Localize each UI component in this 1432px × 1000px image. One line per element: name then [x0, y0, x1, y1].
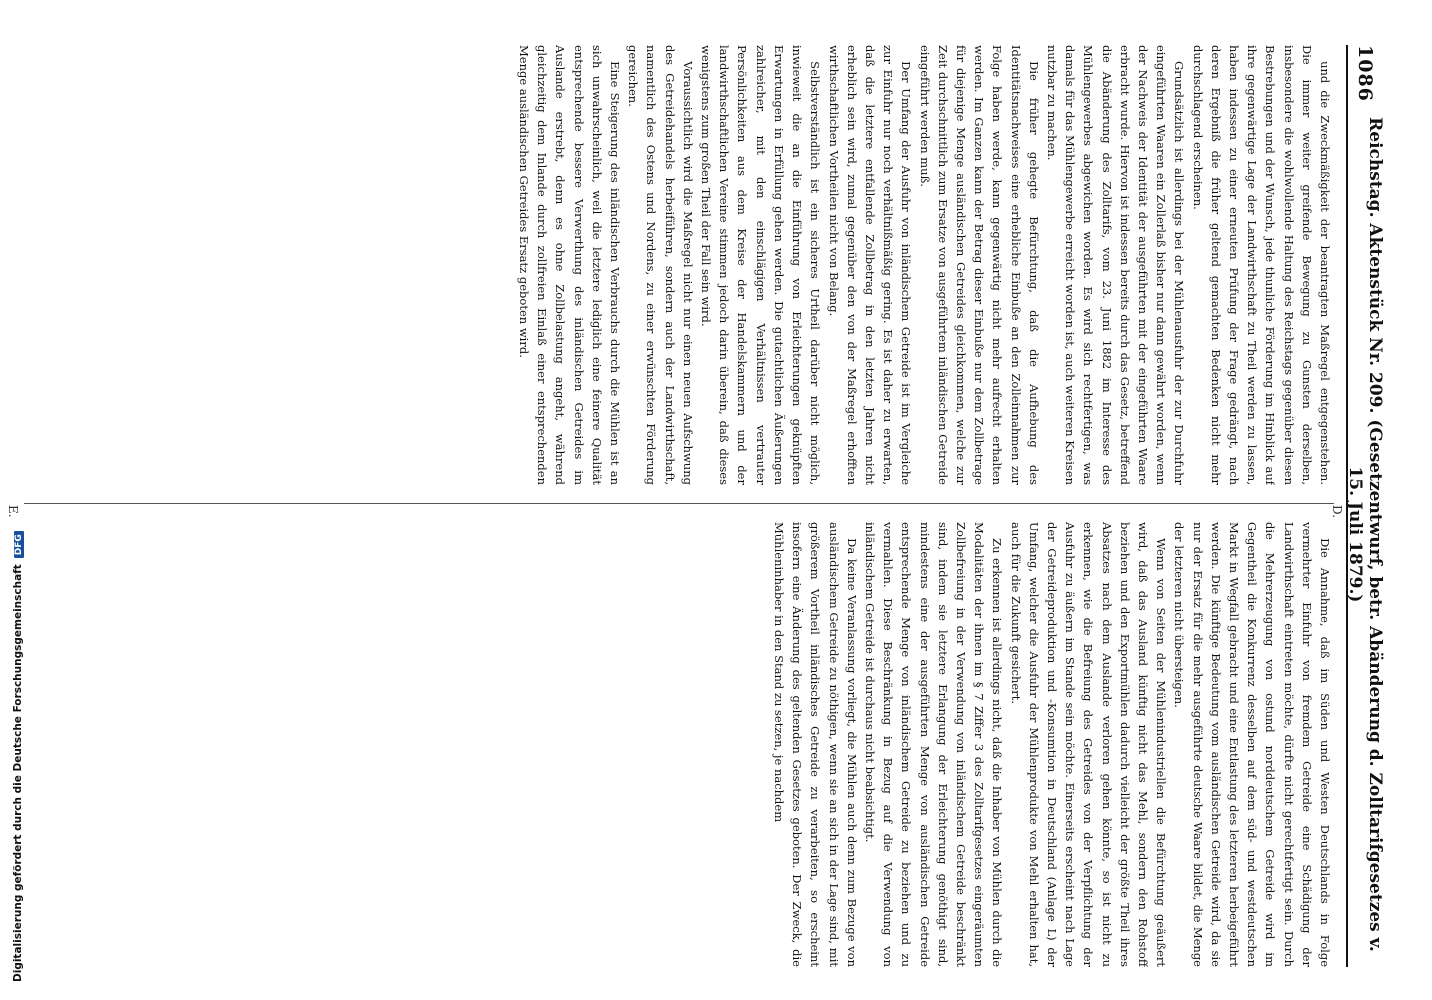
page-header	[1345, 45, 1385, 967]
paragraph: Zu erkennen ist allerdings nicht, daß die Inhaber von Mühlen durch die Modalitäten der ihnen im § 7 Ziffer 3 des Zolltarifgesetzes eingeräumten Zollbefreiung in der Verwendung von inländischem Getreide beschränkt sind, indem sie letztere Erlangung der Erleichterung genöthigt sind, mindestens eine der ausgeführten Menge von ausländischen Getreide entsprechende Menge von inländischem Getreide zu beziehen und zu vermahlen. Diese Beschränkung in Bezug auf die Verwendung von inländischem Getreide ist durchaus nicht beabsichtigt.	[862, 522, 1005, 967]
page-number: 1086	[1354, 45, 1376, 102]
paragraph: Grundsätzlich ist allerdings bei der Mühlenausfuhr der zur Durchfuhr eingeführten Waaren ein Zollerlaß bisher nur dann gewährt worden, wenn der Nachweis der Identität der ausgeführten mit der eingeführten Waare erbracht wurde. Hiervon ist indessen bereits durch das Gesetz, betreffend die Abänderung des Zolltarifs, vom 23. Juni 1882 im Interesse des Mühlengewerbes abgewichen worden. Es wird sich rechtfertigen, was damals für das Mühlengewerbe erreicht worden ist, auch weiteren Kreisen nutzbar zu machen.	[1044, 45, 1187, 485]
column-divider	[24, 503, 1334, 504]
paragraph: und die Zweckmäßigkeit der beantragten Maßregel entgegenstehen. Die immer weiter greifende Bewegung zu Gunsten derselben, insbesondere die wohlwollende Haltung des Reichstags gegenüber diesen Bestrebungen und der Wunsch, jede thunliche Förderung im Hinblick auf ihre gegenwärtige Lage der Landwirthschaft zu Theil werden zu lassen, haben indessen zu einer erneuten Prüfung der Frage gedrängt, nach deren Ergebniß die früher geltend gemachten Bedenken nicht mehr durchschlagend erscheinen.	[1190, 45, 1332, 485]
paragraph: Der Umfang der Ausfuhr von inländischem Getreide ist im Vergleiche zur Einfuhr nur noch verhältnißmäßig gering. Es ist daher zu erwarten, daß die letztere entfallende Zollbetrag in den letzten Jahren nicht erheblich sein wird, zumal gegenüber den von der Maßregel erhofften wirthschaftlichen Vortheilen nicht von Belang.	[826, 45, 914, 485]
text-column-left	[24, 45, 1334, 485]
margin-mark-bottom: E.	[6, 505, 20, 518]
paragraph: Die Annahme, daß im Süden und Westen Deutschlands in Folge vermehrter Einfuhr von fremdem Getreide eine Schädigung der Landwirthschaft eintreten möchte, dürfte nicht gerechtfertigt sein. Durch die Mehrerzeugung von ostund norddeutschem Getreide wird im Gegentheil die Konkurrenz desselben auf dem süd- und westdeutschen Markt in Wegfall gebracht und eine Entlastung des letzteren herbeigeführt werden. Die künftige Bedeutung vom ausländischen Getreide wird, da sie nur der Ersatz für die mehr ausgeführte deutsche Waare bildet, die Menge der letzteren nicht übersteigen.	[1172, 522, 1332, 967]
paragraph: Da keine Veranlassung vorliegt, die Mühlen auch denn zum Bezuge von ausländischem Getreide zu nöthigen, wenn sie an sich in der Lage sind, mit größerem Vortheil inländisches Getreide zu verarbeiten, so erscheint insofern eine Änderung des geltenden Gesetzes geboten. Der Zweck, die Mühleninhaber in den Stand zu setzen, je nachdem	[771, 522, 859, 967]
paragraph: Eine Steigerung des inländischen Verbrauchs durch die Mühlen ist an sich unwahrscheinlich, weil die letztere lediglich eine feinere Qualität entsprechende bessere Verwerthung des inländischen Getreides im Auslande erstrebt, denn es ohne Zollbelastung angeht, während gleichzeitig dem Inlande durch zollfreien Einlaß einer entsprechenden Menge ausländischen Getreides Ersatz geboten wird.	[517, 45, 623, 485]
paragraph: Selbstverständlich ist ein sicheres Urtheil darüber nicht möglich, inwieweit die an die Einführung von Erleichterungen geknüpften Erwartungen in Erfüllung gehen werden. Die gutachtlichen Äußerungen zahlreicher, mit den einschlägigen Verhältnissen vertrauter Persönlichkeiten aus dem Kreise der Handelskammern und der landwirthschaftlichen Vereine stimmen jedoch darin überein, daß dieses wenigstens zum großen Theil der Fall sein wird.	[699, 45, 823, 485]
paragraph: Voraussichtlich wird die Maßregel nicht nur einen neuen Aufschwung des Getreidehandels herbeiführen, sondern auch der Landwirthschaft, namentlich des Ostens und Nordens, zu einer erwünschten Förderung gereichen.	[626, 45, 695, 485]
dfg-logo-icon: DFG	[14, 531, 24, 558]
margin-mark-top: D.	[1330, 505, 1344, 519]
text-column-right	[24, 522, 1334, 967]
paragraph: Wenn von Seiten der Mühlenindustriellen die Befürchtung geäußert wird, daß das Ausland künftig nicht das Mehl, sondern den Rohstoff beziehen und den Exportmühlen dadurch vielleicht der größte Theil ihres Absatzes nach dem Auslande verloren gehen könnte, so ist nicht zu erkennen, wie die Befreiung des Getreides von der Verpflichtung der Ausfuhr zu äußern im Stande sein möchte. Einerseits erscheint nach Lage der Getreideproduktion und -Konsumtion in Deutschland (Anlage L) der Umfang, welcher die Ausfuhr der Mühlenprodukte von Mehl erhalten hat, auch für die Zukunft gesichert.	[1008, 522, 1169, 967]
page-title: Reichstag. Aktenstück Nr. 209. (Gesetzentwurf, betr. Abänderung d. Zolltarifgesetzes v. 15. Juli 1879.)	[1345, 117, 1385, 952]
paragraph: Die früher gehegte Befürchtung, daß die Aufhebung des Identitätsnachweises eine erhebliche Einbuße an den Zolleinnahmen zur Folge haben werde, kann gegenwärtig nicht mehr aufrecht erhalten werden. Im Ganzen kann der Betrag dieser Einbuße nur dem Zollbetrage für diejenige Menge ausländischen Getreides gleichkommen, welche zur Zeit durchschnittlich zum Ersatze von ausgeführtem inländischen Getreide eingeführt werden muß.	[917, 45, 1041, 485]
funding-text: Digitalisierung gefördert durch die Deutsche Forschungsgemeinschaft	[12, 564, 24, 982]
